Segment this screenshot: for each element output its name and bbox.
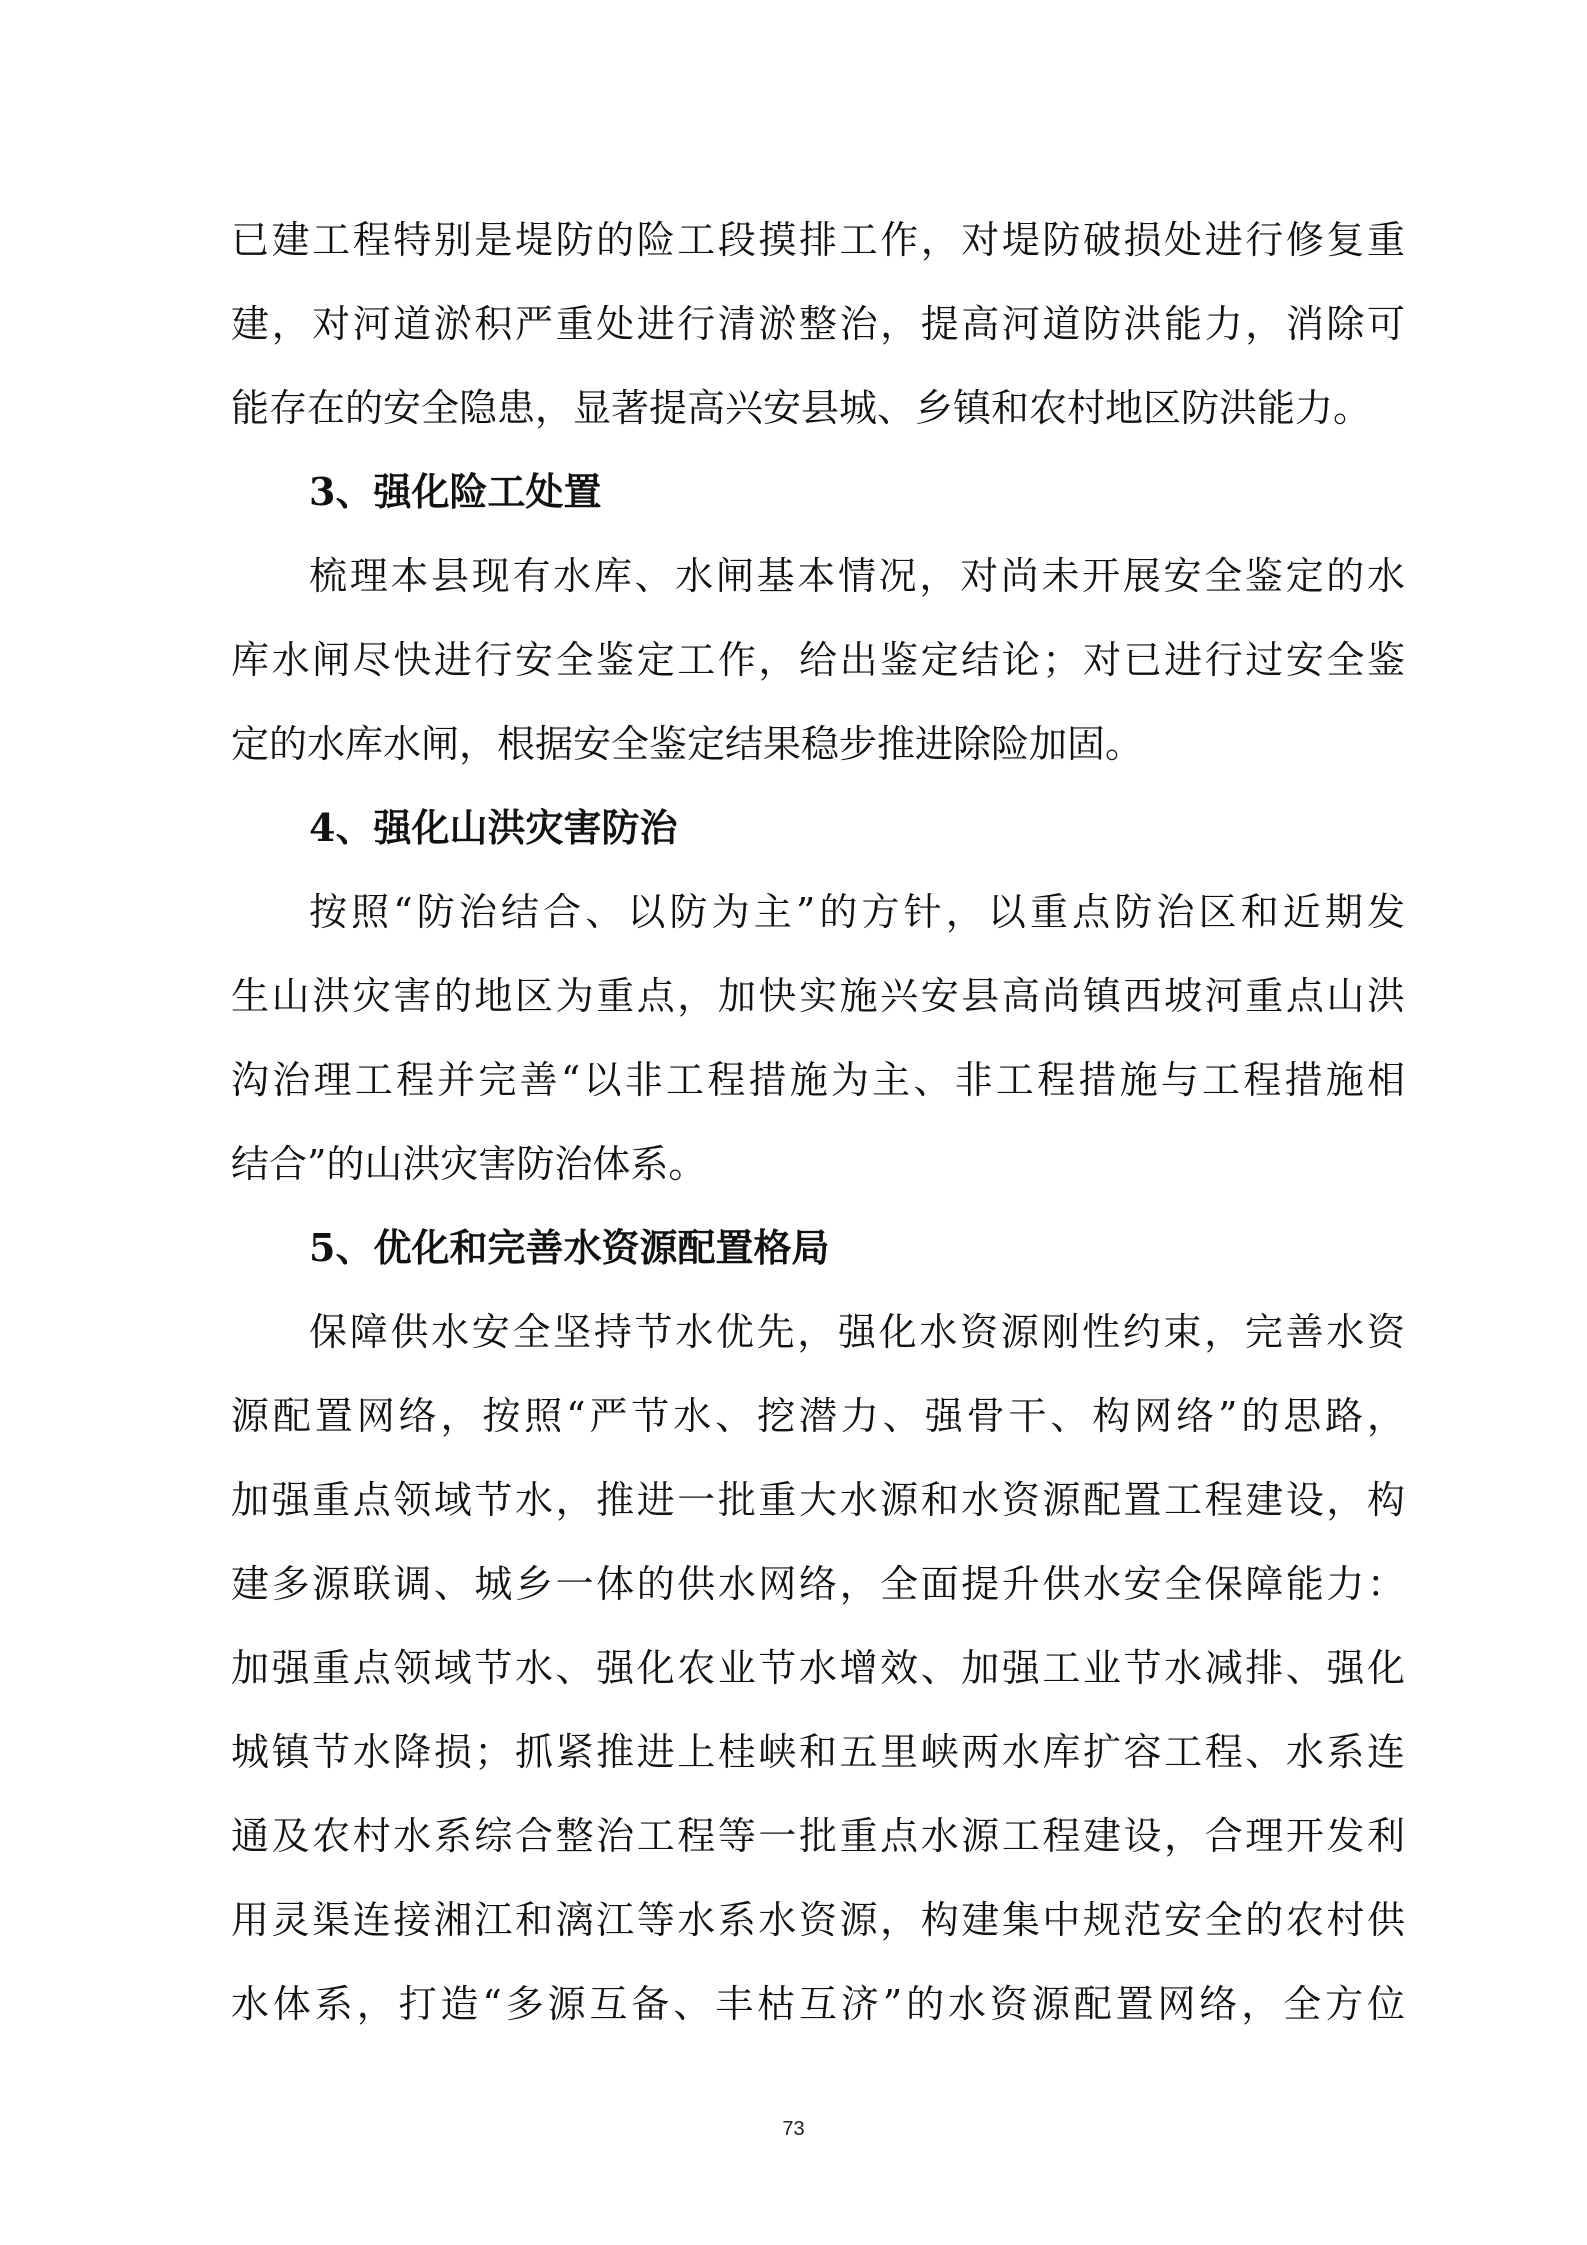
paragraph-line: 建，对河道淤积严重处进行清淤整治，提高河道防洪能力，消除可 [231,302,1405,346]
page-body [231,198,1405,2046]
section-heading: 3、强化险工处置 [309,469,602,514]
section-heading: 5、优化和完善水资源配置格局 [309,1225,830,1270]
paragraph-line: 能存在的安全隐患，显著提高兴安县城、乡镇和农村地区防洪能力。 [231,386,1372,430]
paragraph-line: 源配置网络，按照“严节水、挖潜力、强骨干、构网络”的思路， [231,1394,1405,1438]
paragraph-line: 用灵渠连接湘江和漓江等水系水资源，构建集中规范安全的农村供 [231,1898,1405,1942]
paragraph-line: 按照“防治结合、以防为主”的方针，以重点防治区和近期发 [309,890,1405,934]
paragraph-line: 加强重点领域节水、强化农业节水增效、加强工业节水减排、强化 [231,1646,1405,1690]
paragraph-line: 保障供水安全坚持节水优先，强化水资源刚性约束，完善水资 [309,1310,1405,1354]
paragraph-line: 通及农村水系综合整治工程等一批重点水源工程建设，合理开发利 [231,1814,1405,1858]
paragraph-line: 结合”的山洪灾害防治体系。 [231,1142,707,1186]
paragraph-line: 定的水库水闸，根据安全鉴定结果稳步推进除险加固。 [231,722,1144,766]
paragraph-line: 水体系，打造“多源互备、丰枯互济”的水资源配置网络，全方位 [231,1982,1405,2026]
paragraph-line: 已建工程特别是堤防的险工段摸排工作，对堤防破损处进行修复重 [231,218,1405,262]
page-number: 73 [782,2118,805,2140]
paragraph-line: 加强重点领域节水，推进一批重大水源和水资源配置工程建设，构 [231,1478,1405,1522]
paragraph-line: 库水闸尽快进行安全鉴定工作，给出鉴定结论；对已进行过安全鉴 [231,638,1405,682]
paragraph-line: 沟治理工程并完善“以非工程措施为主、非工程措施与工程措施相 [231,1058,1405,1102]
paragraph-line: 建多源联调、城乡一体的供水网络，全面提升供水安全保障能力： [231,1562,1405,1606]
paragraph-line: 城镇节水降损；抓紧推进上桂峡和五里峡两水库扩容工程、水系连 [231,1730,1405,1774]
paragraph-line: 梳理本县现有水库、水闸基本情况，对尚未开展安全鉴定的水 [309,554,1405,598]
paragraph-line: 生山洪灾害的地区为重点，加快实施兴安县高尚镇西坡河重点山洪 [231,974,1405,1018]
section-heading: 4、强化山洪灾害防治 [309,805,678,850]
